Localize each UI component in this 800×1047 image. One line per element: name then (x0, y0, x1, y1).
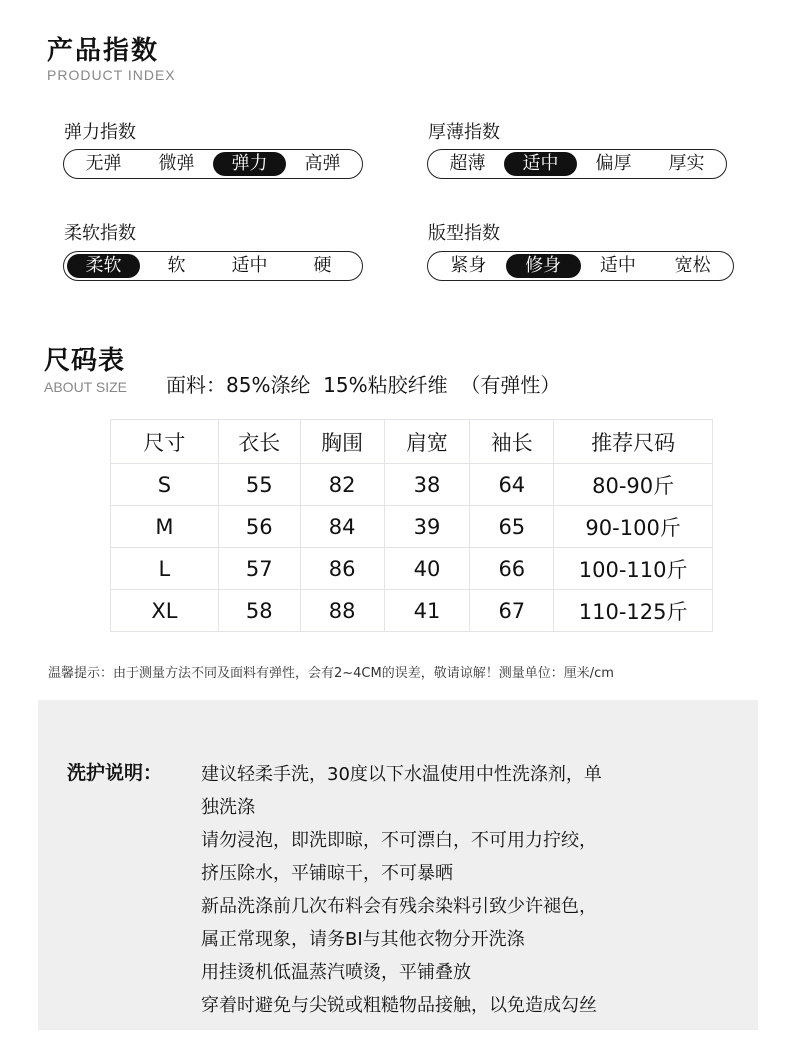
fit-option: 宽松 (674, 255, 711, 276)
size-chart-subtitle: ABOUT SIZE (44, 379, 127, 395)
softness-index-label: 柔软指数 (64, 223, 136, 244)
softness-option: 软 (167, 255, 186, 276)
recommended-weight-cell: 100-110斤 (554, 548, 713, 590)
length-cell: 55 (218, 464, 300, 506)
size-cell: XL (111, 590, 219, 632)
bust-cell: 82 (300, 464, 384, 506)
elasticity-option: 高弹 (304, 153, 341, 174)
wash-line: 穿着时避免与尖锐或粗糙物品接触，以免造成勾丝 (201, 995, 597, 1016)
thickness-option: 超薄 (449, 153, 486, 174)
fit-option: 紧身 (450, 255, 487, 276)
size-chart-title: 尺码表 (44, 346, 126, 376)
fit-index-scale (427, 251, 734, 281)
table-header-row (111, 420, 713, 464)
wash-instructions-text (201, 758, 701, 1022)
column-header: 推荐尺码 (554, 420, 713, 464)
table-row (111, 590, 713, 632)
wash-line: 建议轻柔手洗，30度以下水温使用中性洗涤剂，单 (201, 764, 602, 785)
bust-cell: 84 (300, 506, 384, 548)
wash-line: 挤压除水，平铺晾干，不可暴晒 (201, 863, 453, 884)
bust-cell: 86 (300, 548, 384, 590)
thickness-index-label: 厚薄指数 (428, 122, 500, 143)
column-header: 胸围 (300, 420, 384, 464)
shoulder-cell: 38 (384, 464, 470, 506)
size-cell: S (111, 464, 219, 506)
table-row (111, 506, 713, 548)
table-row (111, 464, 713, 506)
wash-line: 属正常现象，请务BI与其他衣物分开洗涤 (201, 929, 525, 950)
recommended-weight-cell: 110-125斤 (554, 590, 713, 632)
recommended-weight-cell: 90-100斤 (554, 506, 713, 548)
column-header: 袖长 (470, 420, 554, 464)
bust-cell: 88 (300, 590, 384, 632)
sleeve-cell: 64 (470, 464, 554, 506)
wash-instructions-heading: 洗护说明： (67, 762, 163, 784)
thickness-option: 厚实 (668, 153, 705, 174)
fabric-composition: 面料：85%涤纶 15%粘胶纤维 （有弹性） (166, 373, 561, 397)
table-row (111, 548, 713, 590)
thickness-option: 偏厚 (595, 153, 632, 174)
sleeve-cell: 66 (470, 548, 554, 590)
length-cell: 57 (218, 548, 300, 590)
shoulder-cell: 39 (384, 506, 470, 548)
length-cell: 56 (218, 506, 300, 548)
column-header: 尺寸 (111, 420, 219, 464)
elasticity-index-label: 弹力指数 (64, 122, 136, 143)
elasticity-option: 无弹 (85, 153, 122, 174)
measurement-note: 温馨提示：由于测量方法不同及面料有弹性，会有2~4CM的误差，敬请谅解！测量单位：厘米/cm (48, 666, 614, 681)
shoulder-cell: 41 (384, 590, 470, 632)
softness-option: 柔软 (67, 254, 140, 278)
softness-option: 硬 (313, 255, 332, 276)
sleeve-cell: 67 (470, 590, 554, 632)
size-cell: L (111, 548, 219, 590)
column-header: 肩宽 (384, 420, 470, 464)
fit-option: 适中 (599, 255, 636, 276)
wash-line: 用挂烫机低温蒸汽喷烫，平铺叠放 (201, 962, 471, 983)
sleeve-cell: 65 (470, 506, 554, 548)
elasticity-index-scale (63, 149, 363, 179)
softness-option: 适中 (231, 255, 268, 276)
length-cell: 58 (218, 590, 300, 632)
size-table (110, 419, 713, 632)
wash-line: 新品洗涤前几次布料会有残余染料引致少许褪色， (201, 896, 597, 917)
fit-option: 修身 (506, 254, 581, 278)
column-header: 衣长 (218, 420, 300, 464)
wash-line: 请勿浸泡，即洗即晾，不可漂白，不可用力拧绞， (201, 830, 597, 851)
elasticity-option: 弹力 (213, 152, 286, 176)
fit-index-label: 版型指数 (428, 223, 500, 244)
recommended-weight-cell: 80-90斤 (554, 464, 713, 506)
thickness-option: 适中 (504, 152, 577, 176)
product-index-subtitle: PRODUCT INDEX (47, 67, 176, 83)
thickness-index-scale (427, 149, 727, 179)
shoulder-cell: 40 (384, 548, 470, 590)
product-index-title: 产品指数 (47, 36, 160, 66)
size-cell: M (111, 506, 219, 548)
wash-line: 独洗涤 (201, 797, 255, 818)
elasticity-option: 微弹 (158, 153, 195, 174)
softness-index-scale (63, 251, 363, 281)
